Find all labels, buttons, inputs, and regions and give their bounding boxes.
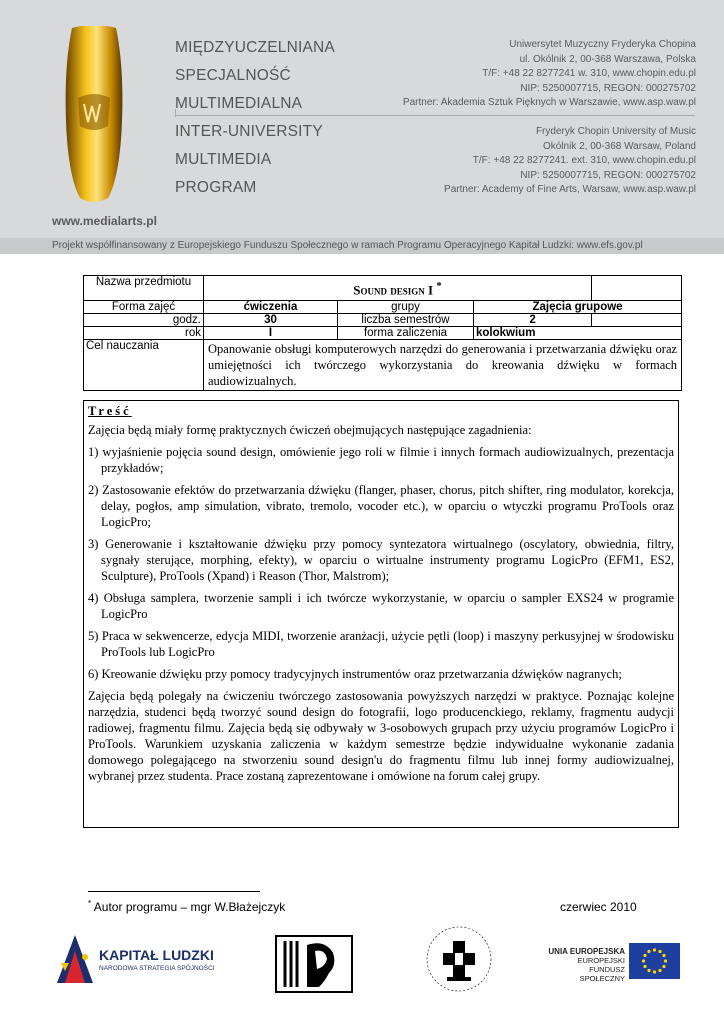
list-item: 3) Generowanie i kształtowanie dźwięku przy pomocy syntezatora wirtualnego (oscylatory, obwiednia, filtry, sygnały sterujące, morphing, efekty), w oparciu o wirtualne instrumenty programu LogicPro (EFM1, ES2, Sculpture), ProTools (Xpand) i Reason (Thor, Malstrom);: [88, 537, 674, 583]
group-value: Zajęcia grupowe: [474, 301, 682, 314]
eu-flag-icon: [629, 943, 680, 979]
credit-value: kolokwium: [474, 327, 682, 340]
table-row: [84, 301, 682, 314]
chopin-university-logo: [275, 935, 353, 993]
hours-label: godz.: [84, 314, 204, 327]
list-item: 6) Kreowanie dźwięku przy pomocy tradycyjnych instrumentów oraz przetwarzania dźwięków nagranych;: [88, 667, 622, 681]
list-item: 4) Obsługa samplera, tworzenie sampli i ich twórcze wykorzystanie, w oparciu o sampler EXS24 w programie LogicPro: [88, 591, 674, 621]
content-heading: Treść: [88, 404, 132, 418]
eu-efs-logo: [545, 943, 680, 983]
address-line: Partner: Academy of Fine Arts, Warsaw, www.asp.waw.pl: [444, 184, 696, 195]
content-intro: Zajęcia będą miały formę praktycznych ćwiczeń obejmujących następujące zagadnienia:: [88, 423, 532, 437]
program-line: PROGRAM: [175, 179, 257, 196]
kapital-ludzki-subtitle: NARODOWA STRATEGIA SPÓJNOŚCI: [99, 965, 215, 972]
credit-label: forma zaliczenia: [338, 327, 474, 340]
website-label: www.medialarts.pl: [52, 214, 157, 228]
eu-line: EUROPEJSKI: [577, 956, 625, 965]
address-line: T/F: +48 22 8277241. ext. 310, www.chopin.edu.pl: [472, 155, 696, 166]
program-line: MULTIMEDIALNA: [175, 95, 303, 112]
course-content: [83, 400, 679, 828]
program-name-pl: [175, 34, 335, 118]
page-header: [0, 0, 724, 238]
project-funding-note: Projekt współfinansowany z Europejskiego Funduszu Społecznego w ramach Programu Operacyjnego Kapitał Ludzki: www.efs.gov.pl: [0, 238, 724, 254]
course-name-value: [204, 276, 592, 301]
year-value: I: [204, 327, 338, 340]
list-item: 5) Praca w sekwencerze, edycja MIDI, tworzenie aranżacji, użycie pętli (loop) i maszyny perkusyjnej w środowisku ProTools lub LogicPro: [88, 629, 674, 659]
table-row: [84, 314, 682, 327]
table-row: [84, 276, 682, 301]
program-line: MULTIMEDIA: [175, 151, 272, 168]
footnote-mark: *: [88, 899, 92, 908]
semesters-value: 2: [474, 314, 592, 327]
address-en: [444, 125, 696, 198]
address-line: Uniwersytet Muzyczny Fryderyka Chopina: [509, 39, 696, 50]
list-item: 2) Zastosowanie efektów do przetwarzania dźwięku (flanger, phaser, chorus, pitch shifter, ring modulator, korekcja, delay, pogłos, amp simulation, vibrato, tremolo, vocoder etc.), w oparciu o wtyczki programu ProTools oraz LogicPro;: [88, 483, 674, 529]
document-date: czerwiec 2010: [560, 900, 637, 914]
year-label: rok: [84, 327, 204, 340]
goal-value: Opanowanie obsługi komputerowych narzędzi do generowania i przetwarzania dźwięku oraz umiejętności ich twórczego wykorzystania do kreowania dźwięku w formach audiowizualnych.: [204, 340, 682, 391]
list-item: 1) wyjaśnienie pojęcia sound design, omówienie jego roli w filmie i innych formach audiowizualnych, prezentacja przykładów;: [88, 445, 674, 475]
address-line: Fryderyk Chopin University of Music: [535, 126, 696, 137]
group-label: grupy: [338, 301, 474, 314]
table-row: [84, 340, 682, 391]
goal-label: Cel nauczania: [84, 340, 204, 391]
program-name-en: [175, 118, 323, 202]
address-line: NIP: 5250007715, REGON: 000275702: [520, 169, 696, 181]
semesters-label: liczba semestrów: [338, 314, 474, 327]
empty-cell: [592, 314, 682, 327]
empty-cell: [592, 276, 682, 301]
kapital-ludzki-title: KAPITAŁ LUDZKI: [99, 947, 214, 963]
program-line: SPECJALNOŚĆ: [175, 67, 291, 84]
address-line: ul. Okólnik 2, 00-368 Warszawa, Polska: [519, 53, 696, 65]
asp-academy-logo: [425, 925, 493, 993]
course-name-label: Nazwa przedmiotu: [84, 276, 204, 301]
kapital-ludzki-logo: [55, 933, 225, 988]
address-line: NIP: 5250007715, REGON: 000275702: [520, 82, 696, 94]
hours-value: 30: [204, 314, 338, 327]
table-row: [84, 327, 682, 340]
program-line: INTER-UNIVERSITY: [175, 123, 323, 140]
form-label: Forma zajęć: [84, 301, 204, 314]
course-info-table: [83, 275, 682, 391]
eu-title: UNIA EUROPEJSKA: [548, 947, 625, 956]
footnote-text: Autor programu – mgr W.Błażejczyk: [93, 900, 286, 914]
address-line: Okólnik 2, 00-368 Warsaw, Poland: [542, 140, 696, 152]
footnote-mark: *: [436, 280, 442, 292]
address-line: T/F: +48 22 8277241 w. 310, www.chopin.edu.pl: [482, 68, 696, 79]
course-name-text: Sound design I: [353, 282, 434, 298]
eu-text: [545, 947, 625, 983]
eu-line: FUNDUSZ SPOŁECZNY: [579, 965, 625, 983]
footnote: [88, 899, 285, 914]
golden-trophy-logo: [58, 26, 130, 204]
address-pl: [403, 38, 696, 111]
form-value: ćwiczenia: [204, 301, 338, 314]
footnote-separator: [88, 891, 260, 892]
program-line: MIĘDZYUCZELNIANA: [175, 39, 335, 56]
address-line: Partner: Akademia Sztuk Pięknych w Warszawie, www.asp.waw.pl: [402, 97, 696, 108]
kapital-ludzki-emblem: [55, 933, 95, 985]
content-summary: Zajęcia będą polegały na ćwiczeniu twórczego zastosowania powyższych narzędzi w praktyce. Poznając kolejne narzędzia, studenci będą tworzyć sound design do fotografii, logo producenckiego, reklamy, fragmentu audycji radiowej, fragmentu filmu. Zajęcia będą się odbywały w 3-osobowych grupach przy użyciu programów LogicPro i ProTools. Warunkiem uzyskania zaliczenia w każdym semestrze będzie indywidualne wykonanie zadania domowego polegającego na stworzeniu sound design'u do fragmentu filmu lub innej formy audiowizualnej, wybranej przez studenta. Prace zostaną zaprezentowane i omówione na forum całej grupy.: [88, 689, 674, 783]
header-divider: [175, 115, 695, 116]
